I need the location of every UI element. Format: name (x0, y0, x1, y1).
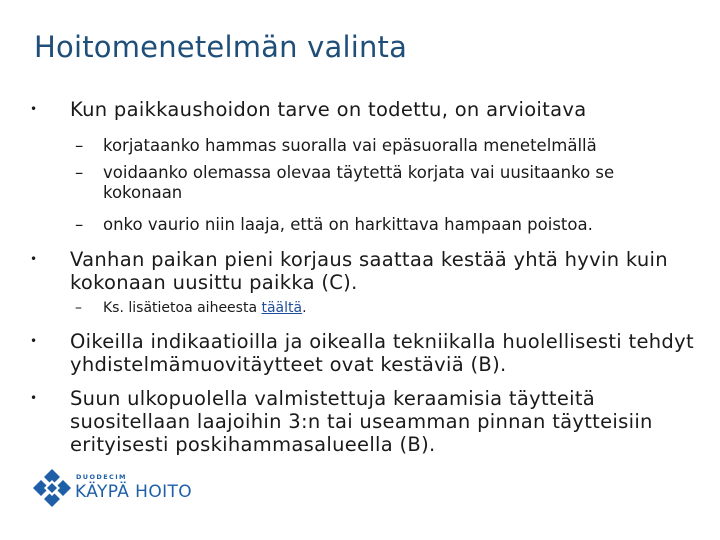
page-title: Hoitomenetelmän valinta (34, 30, 408, 64)
dash-marker: – (75, 300, 82, 316)
logo-small-text: DUODECIM (76, 473, 127, 481)
bullet-marker: • (30, 102, 38, 116)
bullet-marker: • (30, 391, 38, 405)
logo-big-text: KÄYPÄ HOITO (75, 482, 193, 502)
sub-bullet-2-1 (75, 298, 693, 318)
sub-bullet-2-1-prefix: Ks. lisätietoa aiheesta (103, 300, 262, 316)
bullet-2 (30, 248, 700, 294)
bullet-1 (30, 98, 700, 121)
bullet-1-text: Kun paikkaushoidon tarve on todettu, on arvioitava (70, 98, 587, 121)
sub-bullet-1-3-text: onko vaurio niin laaja, että on harkittava hampaan poistoa. (103, 215, 593, 234)
kaypa-hoito-logo (32, 468, 202, 508)
sub-bullet-2-1-suffix: . (302, 300, 307, 316)
bullet-4 (30, 387, 700, 456)
bullet-marker: • (30, 334, 38, 348)
dash-marker: – (75, 163, 84, 182)
sub-bullet-1-3 (75, 215, 693, 235)
bullet-3-text: Oikeilla indikaatioilla ja oikealla tekniikalla huolellisesti tehdyt yhdistelmämuovitäytteet ovat kestäviä (B). (70, 330, 694, 376)
sub-bullet-1-2-text: voidaanko olemassa olevaa täytettä korjata vai uusitaanko se kokonaan (103, 163, 615, 202)
bullet-2-text: Vanhan paikan pieni korjaus saattaa kestää yhtä hyvin kuin kokonaan uusittu paikka (C). (70, 248, 668, 294)
bullet-4-text: Suun ulkopuolella valmistettuja keraamisia täytteitä suositellaan laajoihin 3:n tai useamman pinnan täytteisiin erityisesti poskihammasalueella (B). (70, 387, 653, 456)
sub-bullet-1-2 (75, 163, 693, 203)
dash-marker: – (75, 215, 84, 234)
more-info-link[interactable]: täältä (261, 300, 303, 316)
diamond-logo-icon (32, 468, 72, 508)
bullet-marker: • (30, 252, 38, 266)
dash-marker: – (75, 136, 84, 155)
sub-bullet-1-1 (75, 136, 693, 156)
sub-bullet-1-1-text: korjataanko hammas suoralla vai epäsuoralla menetelmällä (103, 136, 597, 155)
bullet-3 (30, 330, 700, 376)
